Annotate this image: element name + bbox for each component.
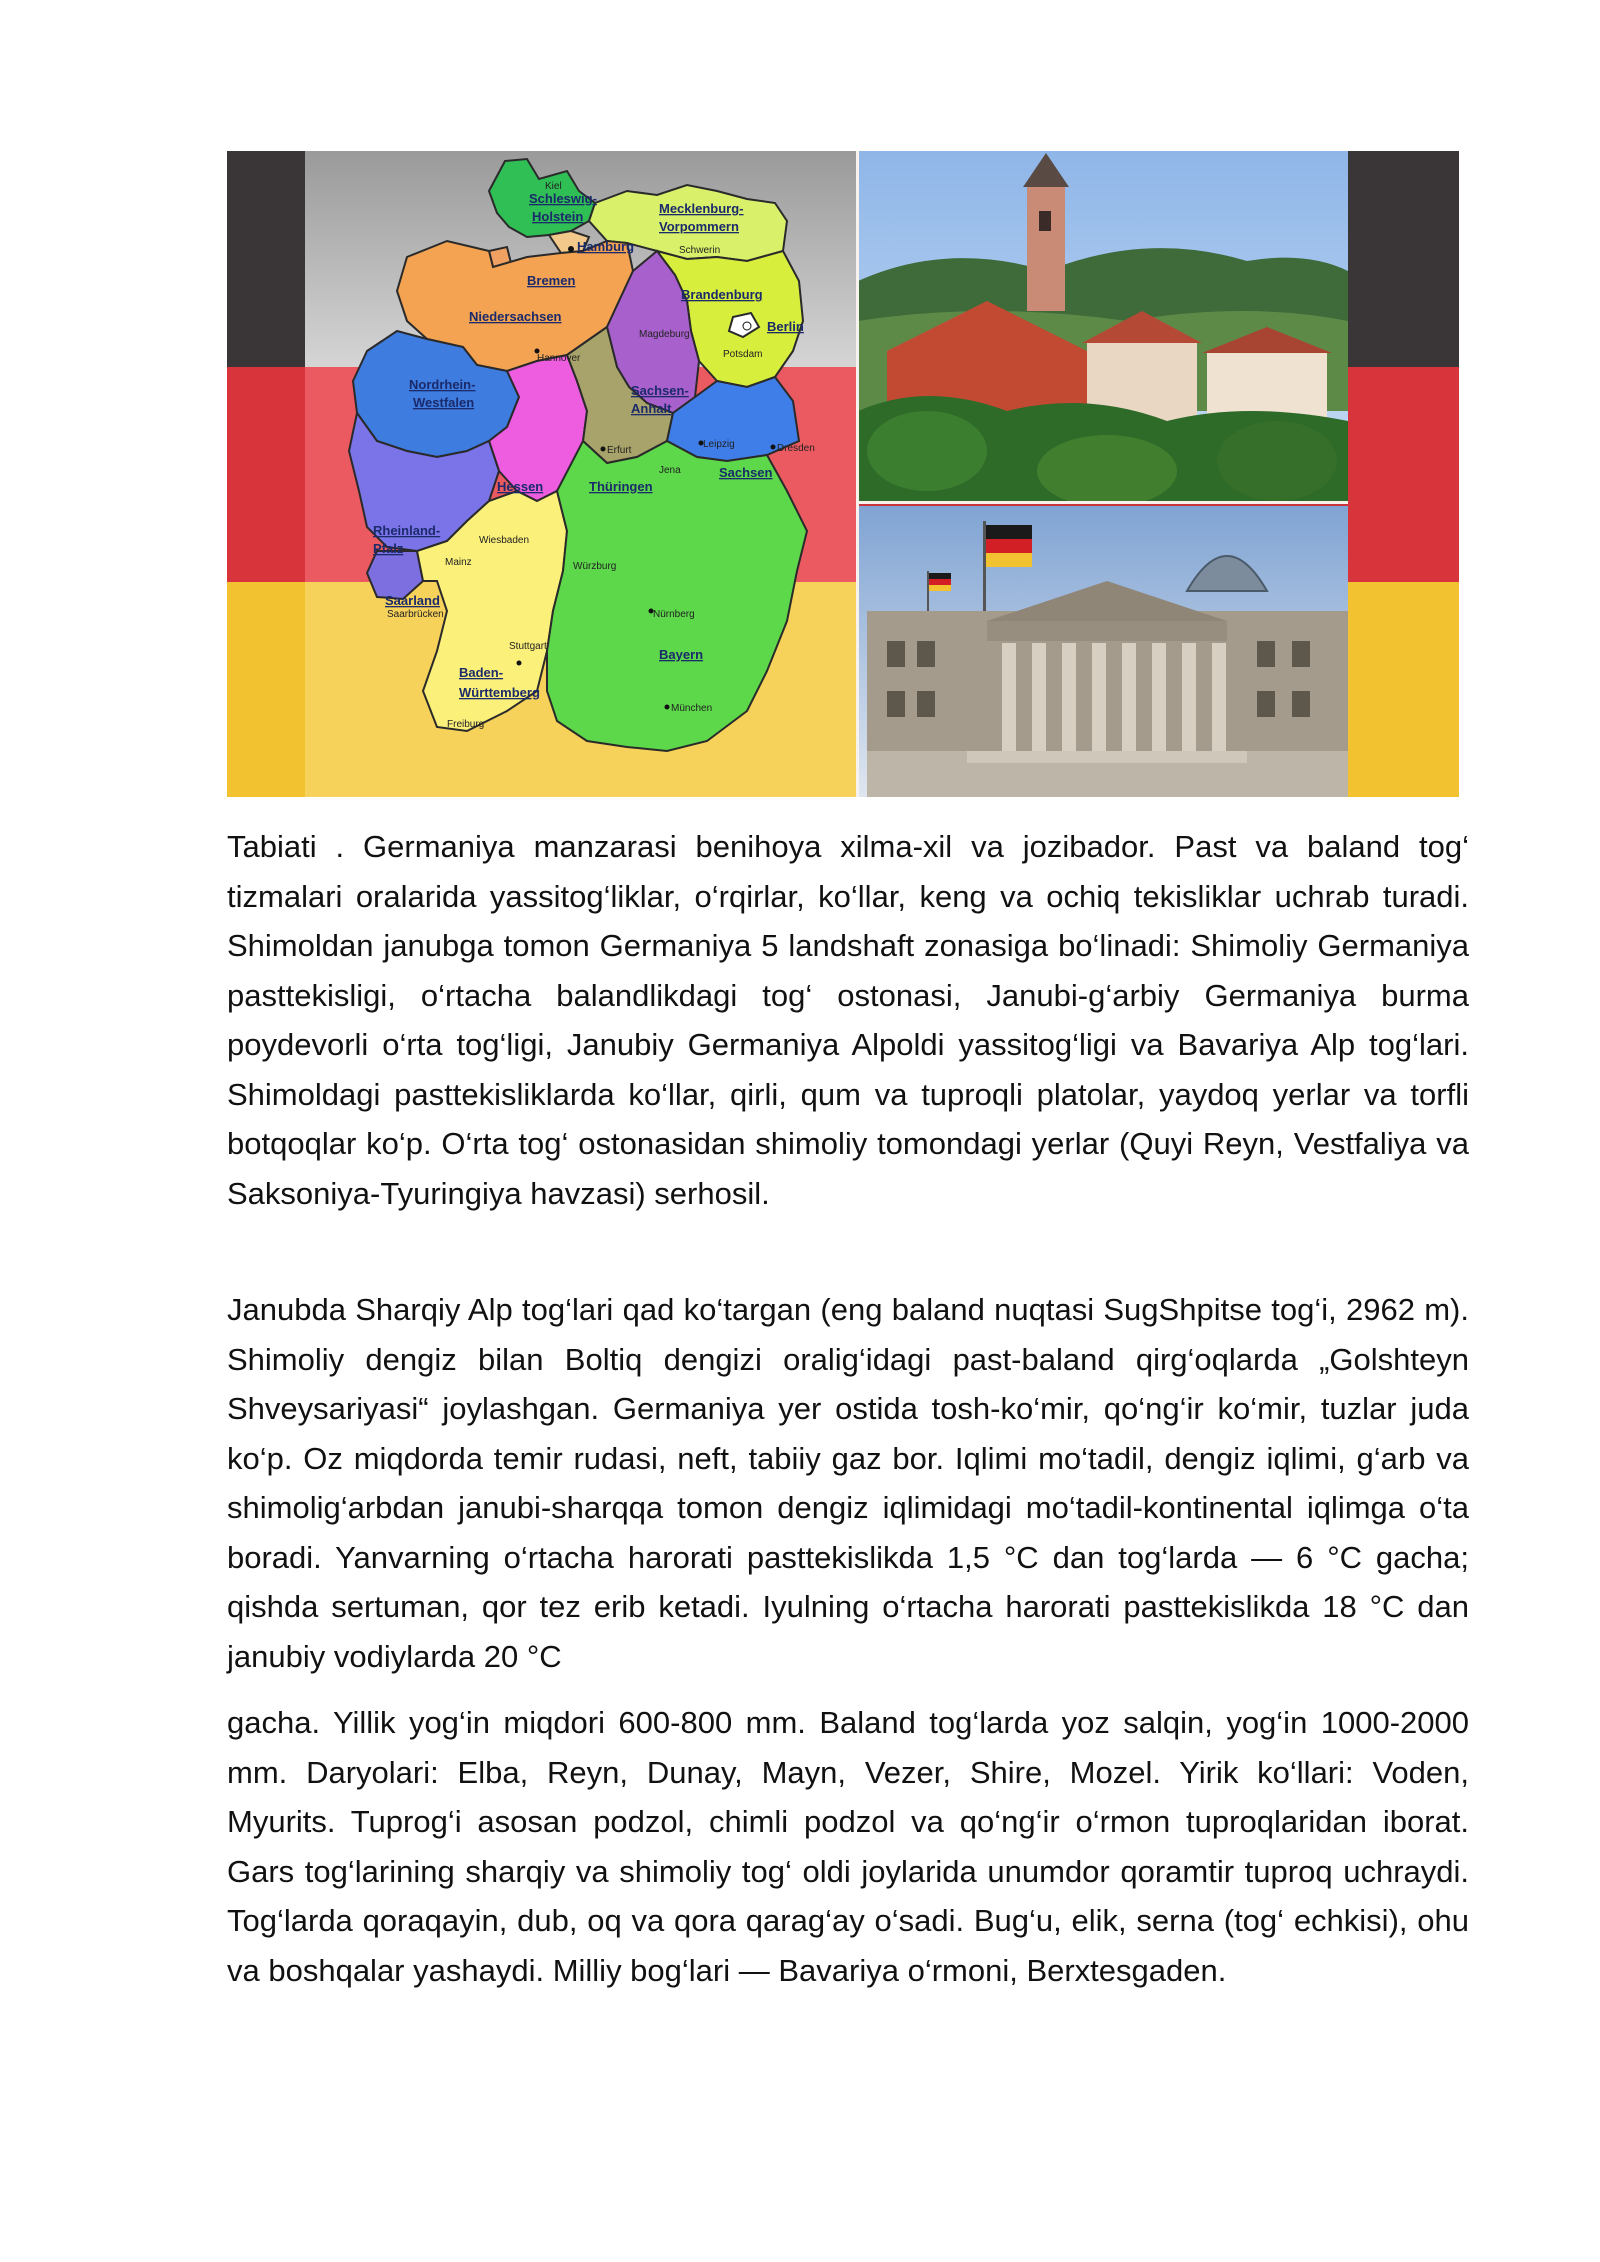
paragraph-nature: Tabiati . Germaniya manzarasi benihoya xilma-xil va jozibador. Past va baland tog‘ tizmalari oralarida yassitog‘liklar, o‘rqirlar, ko‘llar, keng va ochiq tekisliklar uchrab turadi. Shimoldan janubga tomon Germaniya 5 landshaft zonasiga bo‘linadi: Shimoliy Germaniya pasttekisligi, o‘rtacha balandlikdagi tog‘ ostonasi, Janubi-g‘arbiy Germaniya burma poydevorli o‘rta tog‘ligi, Janubiy Germaniya Alpoldi yassitog‘ligi va Bavariya Alp tog‘lari. Shimoldagi pasttekisliklarda ko‘llar, qirli, qum va tuproqli platolar, yaydoq yerlar va torfli botqoqlar ko‘p. O‘rta tog‘ ostonasidan shimoliy tomondagi yerlar (Quyi Reyn, Vestfaliya va Saksoniya-Tyuringiya havzasi) serhosil. <box>227 829 1469 1211</box>
label-mainz: Mainz <box>445 557 472 568</box>
label-berlin: Berlin <box>767 319 804 334</box>
label-kiel: Kiel <box>545 181 562 192</box>
label-nrw-2: Westfalen <box>413 395 475 410</box>
label-erfurt: Erfurt <box>607 445 632 456</box>
label-saarland: Saarland <box>385 593 440 608</box>
label-dresden: Dresden <box>777 443 815 454</box>
label-bremen: Bremen <box>527 273 576 288</box>
label-hannover: Hannover <box>537 353 581 364</box>
label-bayern: Bayern <box>659 647 704 662</box>
label-baden-wuerttemberg-2: Württemberg <box>459 685 540 700</box>
label-sachsen: Sachsen <box>719 465 773 480</box>
paragraph-rivers-soil: gacha. Yillik yog‘in miqdori 600-800 mm. Baland tog‘larda yoz salqin, yog‘in 1000-2000 mm. Daryolari: Elba, Reyn, Dunay, Mayn, Vezer, Shire, Mozel. Yirik ko‘llari: Voden, Myurits. Tuprog‘i asosan podzol, chimli podzol va qo‘ng‘ir o‘rmon tuproqlaridan iborat. Gars tog‘larining sharqiy va shimoliy tog‘ oldi joylarida unumdor qoramtir tuproq uchraydi. Tog‘larda qoraqayin, dub, oq va qora qarag‘ay o‘sadi. Bug‘u, elik, serna (tog‘ echkisi), ohu va boshqalar yashaydi. Milliy bog‘lari — Bavariya o‘rmoni, Berxtesgaden. <box>227 1705 1469 1988</box>
label-niedersachsen: Niedersachsen <box>469 309 562 324</box>
label-rheinland-pfalz-2: Pfalz <box>373 541 404 556</box>
label-brandenburg: Brandenburg <box>681 287 763 302</box>
label-wiesbaden: Wiesbaden <box>479 535 530 546</box>
paragraph-climate: Janubda Sharqiy Alp tog‘lari qad ko‘targan (eng baland nuqtasi SugShpitse tog‘i, 2962 m). Shimoliy dengiz bilan Boltiq dengizi oralig‘idagi past-baland qirg‘oqlarda „Golshteyn Shveysariyasi“ joylashgan. Germaniya yer ostida tosh-ko‘mir, qo‘ng‘ir ko‘mir, tuzlar juda ko‘p. Oz miqdorda temir rudasi, neft, tabiiy gaz bor. Iqlimi mo‘tadil, dengiz iqlimi, g‘arb va shimolig‘arbdan janubi-sharqqa tomon dengiz iqlimidagi mo‘tadil-kontinental iqlimga o‘ta boradi. Yanvarning o‘rtacha harorati pasttekislikda 1,5 °C dan tog‘larda — 6 °C gacha; qishda sertuman, qor tez erib ketadi. Iyulning o‘rtacha harorati pasttekislikda 18 °C dan janubiy vodiylarda 20 °C <box>227 1292 1469 1674</box>
label-muenchen: München <box>671 703 713 714</box>
label-stuttgart: Stuttgart <box>509 641 547 652</box>
label-schleswig-holstein: Schleswig- <box>529 191 597 206</box>
label-schwerin: Schwerin <box>679 245 721 256</box>
label-sachsen-anhalt: Sachsen- <box>631 383 689 398</box>
label-sachsen-anhalt-2: Anhalt <box>631 401 672 416</box>
label-nrw: Nordrhein- <box>409 377 476 392</box>
label-hamburg: Hamburg <box>577 239 635 254</box>
label-freiburg: Freiburg <box>447 719 485 730</box>
label-nuernberg: Nürnberg <box>653 609 695 620</box>
label-rheinland-pfalz: Rheinland- <box>373 523 441 538</box>
label-wuerzburg: Würzburg <box>573 561 617 572</box>
label-hessen: Hessen <box>497 479 544 494</box>
label-potsdam: Potsdam <box>723 349 763 360</box>
label-baden-wuerttemberg: Baden- <box>459 665 504 680</box>
label-leipzig: Leipzig <box>703 439 735 450</box>
germany-collage-figure <box>227 151 1459 797</box>
label-mecklenburg: Mecklenburg- <box>659 201 744 216</box>
town-photo <box>858 151 1348 507</box>
label-magdeburg: Magdeburg <box>639 329 690 340</box>
reichstag-photo <box>858 503 1348 797</box>
label-thueringen: Thüringen <box>589 479 653 494</box>
label-mecklenburg-2: Vorpommern <box>659 219 739 234</box>
label-saarbruecken: Saarbrücken <box>387 609 444 620</box>
label-schleswig-holstein-2: Holstein <box>532 209 584 224</box>
label-jena: Jena <box>659 465 681 476</box>
